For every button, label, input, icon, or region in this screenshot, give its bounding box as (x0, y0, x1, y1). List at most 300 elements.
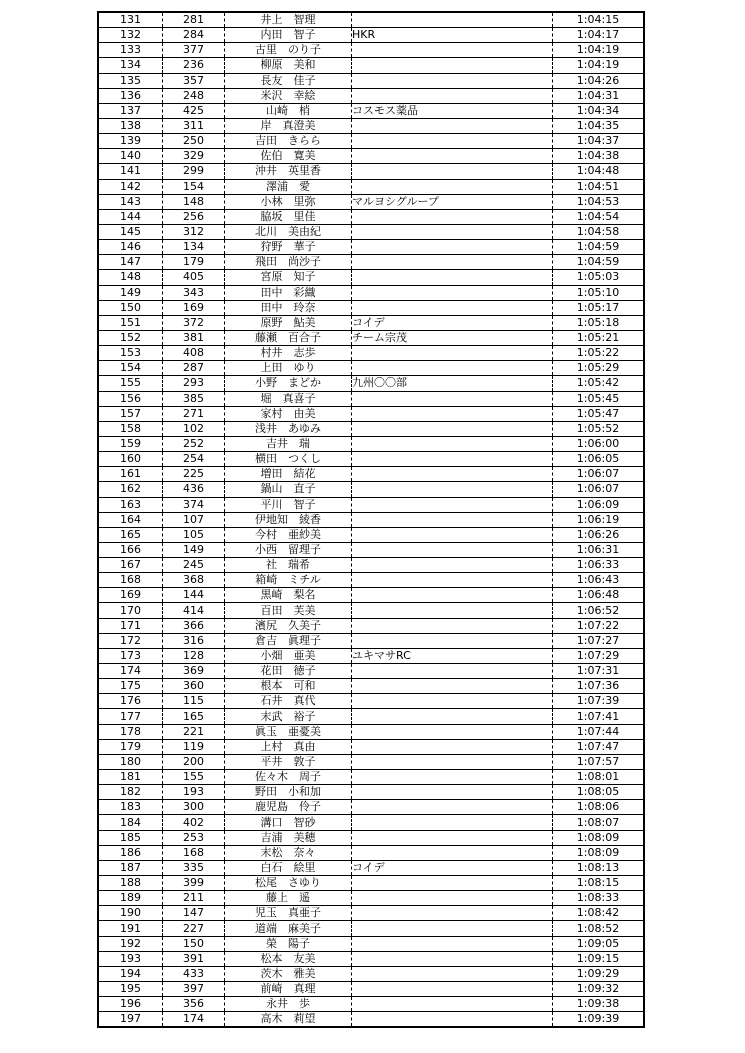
bib-number-cell: 312 (163, 224, 225, 239)
bib-number-cell: 287 (163, 361, 225, 376)
finish-time-cell: 1:08:07 (553, 815, 645, 830)
results-table-body (98, 12, 644, 1027)
team-name-cell (352, 754, 553, 769)
table-row (98, 482, 644, 497)
rank-cell: 196 (98, 997, 163, 1012)
table-row (98, 346, 644, 361)
runner-name-cell: 伊地知 綾香 (225, 512, 352, 527)
bib-number-cell: 227 (163, 921, 225, 936)
runner-name-cell: 児玉 真亜子 (225, 906, 352, 921)
table-row (98, 149, 644, 164)
runner-name-cell: 末武 裕子 (225, 709, 352, 724)
bib-number-cell: 254 (163, 452, 225, 467)
team-name-cell (352, 845, 553, 860)
finish-time-cell: 1:08:33 (553, 891, 645, 906)
bib-number-cell: 245 (163, 558, 225, 573)
table-row (98, 951, 644, 966)
table-row (98, 982, 644, 997)
team-name-cell (352, 88, 553, 103)
runner-name-cell: 白石 絵里 (225, 860, 352, 875)
table-row (98, 906, 644, 921)
runner-name-cell: 道端 麻美子 (225, 921, 352, 936)
bib-number-cell: 128 (163, 648, 225, 663)
bib-number-cell: 107 (163, 512, 225, 527)
finish-time-cell: 1:06:26 (553, 527, 645, 542)
team-name-cell: コイデ (352, 315, 553, 330)
finish-time-cell: 1:08:15 (553, 876, 645, 891)
rank-cell: 186 (98, 845, 163, 860)
rank-cell: 190 (98, 906, 163, 921)
table-row (98, 542, 644, 557)
runner-name-cell: 倉吉 眞理子 (225, 633, 352, 648)
finish-time-cell: 1:09:05 (553, 936, 645, 951)
finish-time-cell: 1:06:05 (553, 452, 645, 467)
finish-time-cell: 1:08:01 (553, 770, 645, 785)
bib-number-cell: 225 (163, 467, 225, 482)
finish-time-cell: 1:09:32 (553, 982, 645, 997)
rank-cell: 152 (98, 330, 163, 345)
team-name-cell (352, 134, 553, 149)
bib-number-cell: 397 (163, 982, 225, 997)
finish-time-cell: 1:09:29 (553, 966, 645, 981)
finish-time-cell: 1:04:54 (553, 209, 645, 224)
table-row (98, 1012, 644, 1028)
team-name-cell (352, 512, 553, 527)
rank-cell: 142 (98, 179, 163, 194)
team-name-cell (352, 346, 553, 361)
team-name-cell (352, 618, 553, 633)
bib-number-cell: 221 (163, 724, 225, 739)
team-name-cell: コイデ (352, 860, 553, 875)
rank-cell: 166 (98, 542, 163, 557)
bib-number-cell: 402 (163, 815, 225, 830)
runner-name-cell: 吉田 きらら (225, 134, 352, 149)
bib-number-cell: 168 (163, 845, 225, 860)
runner-name-cell: 内田 智子 (225, 28, 352, 43)
table-row (98, 452, 644, 467)
team-name-cell (352, 800, 553, 815)
runner-name-cell: 岸 真澄美 (225, 118, 352, 133)
rank-cell: 178 (98, 724, 163, 739)
runner-name-cell: 澤浦 愛 (225, 179, 352, 194)
team-name-cell (352, 815, 553, 830)
table-row (98, 724, 644, 739)
finish-time-cell: 1:06:07 (553, 467, 645, 482)
runner-name-cell: 榮 陽子 (225, 936, 352, 951)
rank-cell: 134 (98, 58, 163, 73)
team-name-cell (352, 921, 553, 936)
finish-time-cell: 1:07:29 (553, 648, 645, 663)
bib-number-cell: 147 (163, 906, 225, 921)
bib-number-cell: 102 (163, 421, 225, 436)
team-name-cell (352, 12, 553, 28)
runner-name-cell: 沖井 英里香 (225, 164, 352, 179)
finish-time-cell: 1:06:48 (553, 588, 645, 603)
rank-cell: 139 (98, 134, 163, 149)
table-row (98, 164, 644, 179)
team-name-cell (352, 633, 553, 648)
finish-time-cell: 1:04:59 (553, 255, 645, 270)
rank-cell: 136 (98, 88, 163, 103)
team-name-cell (352, 73, 553, 88)
team-name-cell (352, 118, 553, 133)
table-row (98, 633, 644, 648)
rank-cell: 137 (98, 103, 163, 118)
table-row (98, 255, 644, 270)
rank-cell: 165 (98, 527, 163, 542)
runner-name-cell: 古里 のり子 (225, 43, 352, 58)
finish-time-cell: 1:04:58 (553, 224, 645, 239)
bib-number-cell: 150 (163, 936, 225, 951)
rank-cell: 170 (98, 603, 163, 618)
finish-time-cell: 1:08:42 (553, 906, 645, 921)
rank-cell: 133 (98, 43, 163, 58)
bib-number-cell: 299 (163, 164, 225, 179)
runner-name-cell: 花田 徳子 (225, 664, 352, 679)
rank-cell: 191 (98, 921, 163, 936)
bib-number-cell: 343 (163, 285, 225, 300)
runner-name-cell: 平川 智子 (225, 497, 352, 512)
team-name-cell (352, 240, 553, 255)
runner-name-cell: 社 瑞希 (225, 558, 352, 573)
table-row (98, 43, 644, 58)
team-name-cell (352, 724, 553, 739)
rank-cell: 150 (98, 300, 163, 315)
team-name-cell (352, 876, 553, 891)
runner-name-cell: 野田 小和加 (225, 785, 352, 800)
table-row (98, 860, 644, 875)
bib-number-cell: 374 (163, 497, 225, 512)
rank-cell: 181 (98, 770, 163, 785)
bib-number-cell: 248 (163, 88, 225, 103)
rank-cell: 164 (98, 512, 163, 527)
finish-time-cell: 1:07:39 (553, 694, 645, 709)
runner-name-cell: 狩野 華子 (225, 240, 352, 255)
finish-time-cell: 1:04:17 (553, 28, 645, 43)
runner-name-cell: 上田 ゆり (225, 361, 352, 376)
finish-time-cell: 1:05:45 (553, 391, 645, 406)
runner-name-cell: 井上 智理 (225, 12, 352, 28)
team-name-cell (352, 542, 553, 557)
runner-name-cell: 浅井 あゆみ (225, 421, 352, 436)
runner-name-cell: 箱崎 ミチル (225, 573, 352, 588)
table-row (98, 421, 644, 436)
table-row (98, 406, 644, 421)
table-row (98, 376, 644, 391)
bib-number-cell: 399 (163, 876, 225, 891)
team-name-cell: HKR (352, 28, 553, 43)
finish-time-cell: 1:06:19 (553, 512, 645, 527)
table-row (98, 573, 644, 588)
team-name-cell (352, 951, 553, 966)
rank-cell: 185 (98, 830, 163, 845)
table-row (98, 134, 644, 149)
team-name-cell (352, 966, 553, 981)
table-row (98, 830, 644, 845)
runner-name-cell: 百田 芙美 (225, 603, 352, 618)
bib-number-cell: 134 (163, 240, 225, 255)
finish-time-cell: 1:08:06 (553, 800, 645, 815)
team-name-cell (352, 709, 553, 724)
runner-name-cell: 家村 由美 (225, 406, 352, 421)
runner-name-cell: 松尾 さゆり (225, 876, 352, 891)
finish-time-cell: 1:09:39 (553, 1012, 645, 1028)
runner-name-cell: 眞玉 亜憂美 (225, 724, 352, 739)
team-name-cell (352, 421, 553, 436)
bib-number-cell: 414 (163, 603, 225, 618)
table-row (98, 921, 644, 936)
runner-name-cell: 石井 真代 (225, 694, 352, 709)
runner-name-cell: 佐伯 寛美 (225, 149, 352, 164)
bib-number-cell: 236 (163, 58, 225, 73)
table-row (98, 300, 644, 315)
team-name-cell (352, 149, 553, 164)
runner-name-cell: 鍋山 直子 (225, 482, 352, 497)
team-name-cell (352, 361, 553, 376)
bib-number-cell: 335 (163, 860, 225, 875)
runner-name-cell: 平井 敦子 (225, 754, 352, 769)
runner-name-cell: 前崎 真理 (225, 982, 352, 997)
team-name-cell (352, 936, 553, 951)
table-row (98, 179, 644, 194)
bib-number-cell: 391 (163, 951, 225, 966)
bib-number-cell: 366 (163, 618, 225, 633)
team-name-cell (352, 891, 553, 906)
team-name-cell (352, 1012, 553, 1028)
rank-cell: 195 (98, 982, 163, 997)
finish-time-cell: 1:07:36 (553, 679, 645, 694)
bib-number-cell: 281 (163, 12, 225, 28)
finish-time-cell: 1:05:22 (553, 346, 645, 361)
rank-cell: 147 (98, 255, 163, 270)
table-row (98, 800, 644, 815)
table-row (98, 330, 644, 345)
team-name-cell (352, 694, 553, 709)
finish-time-cell: 1:05:21 (553, 330, 645, 345)
team-name-cell (352, 603, 553, 618)
bib-number-cell: 252 (163, 436, 225, 451)
table-row (98, 103, 644, 118)
table-row (98, 285, 644, 300)
rank-cell: 167 (98, 558, 163, 573)
runner-name-cell: 堀 真喜子 (225, 391, 352, 406)
finish-time-cell: 1:08:09 (553, 830, 645, 845)
rank-cell: 146 (98, 240, 163, 255)
bib-number-cell: 357 (163, 73, 225, 88)
finish-time-cell: 1:04:51 (553, 179, 645, 194)
finish-time-cell: 1:08:09 (553, 845, 645, 860)
rank-cell: 158 (98, 421, 163, 436)
finish-time-cell: 1:07:31 (553, 664, 645, 679)
team-name-cell (352, 785, 553, 800)
runner-name-cell: 原野 鮎美 (225, 315, 352, 330)
rank-cell: 175 (98, 679, 163, 694)
table-row (98, 739, 644, 754)
table-row (98, 361, 644, 376)
rank-cell: 182 (98, 785, 163, 800)
runner-name-cell: 北川 美由紀 (225, 224, 352, 239)
table-row (98, 664, 644, 679)
table-row (98, 588, 644, 603)
finish-time-cell: 1:06:33 (553, 558, 645, 573)
table-row (98, 467, 644, 482)
runner-name-cell: 米沢 幸絵 (225, 88, 352, 103)
bib-number-cell: 356 (163, 997, 225, 1012)
bib-number-cell: 250 (163, 134, 225, 149)
rank-cell: 187 (98, 860, 163, 875)
table-row (98, 997, 644, 1012)
rank-cell: 192 (98, 936, 163, 951)
runner-name-cell: 山崎 梢 (225, 103, 352, 118)
bib-number-cell: 253 (163, 830, 225, 845)
team-name-cell (352, 164, 553, 179)
bib-number-cell: 165 (163, 709, 225, 724)
runner-name-cell: 田中 玲奈 (225, 300, 352, 315)
finish-time-cell: 1:05:03 (553, 270, 645, 285)
rank-cell: 176 (98, 694, 163, 709)
table-row (98, 876, 644, 891)
finish-time-cell: 1:09:15 (553, 951, 645, 966)
runner-name-cell: 長友 佳子 (225, 73, 352, 88)
bib-number-cell: 256 (163, 209, 225, 224)
rank-cell: 141 (98, 164, 163, 179)
rank-cell: 138 (98, 118, 163, 133)
runner-name-cell: 茨木 雅美 (225, 966, 352, 981)
team-name-cell: コスモス薬品 (352, 103, 553, 118)
table-row (98, 28, 644, 43)
team-name-cell: マルヨシグループ (352, 194, 553, 209)
rank-cell: 171 (98, 618, 163, 633)
bib-number-cell: 425 (163, 103, 225, 118)
bib-number-cell: 377 (163, 43, 225, 58)
runner-name-cell: 藤上 遥 (225, 891, 352, 906)
runner-name-cell: 藤瀬 百合子 (225, 330, 352, 345)
rank-cell: 143 (98, 194, 163, 209)
bib-number-cell: 193 (163, 785, 225, 800)
team-name-cell (352, 285, 553, 300)
rank-cell: 140 (98, 149, 163, 164)
bib-number-cell: 169 (163, 300, 225, 315)
team-name-cell (352, 739, 553, 754)
bib-number-cell: 433 (163, 966, 225, 981)
bib-number-cell: 149 (163, 542, 225, 557)
runner-name-cell: 田中 彩織 (225, 285, 352, 300)
table-row (98, 12, 644, 28)
finish-time-cell: 1:07:22 (553, 618, 645, 633)
table-row (98, 88, 644, 103)
runner-name-cell: 今村 亜紗美 (225, 527, 352, 542)
team-name-cell: チーム宗茂 (352, 330, 553, 345)
finish-time-cell: 1:06:07 (553, 482, 645, 497)
rank-cell: 131 (98, 12, 163, 28)
table-row (98, 694, 644, 709)
runner-name-cell: 溝口 智砂 (225, 815, 352, 830)
runner-name-cell: 小畑 亜美 (225, 648, 352, 663)
table-row (98, 679, 644, 694)
bib-number-cell: 369 (163, 664, 225, 679)
table-row (98, 315, 644, 330)
table-row (98, 603, 644, 618)
table-row (98, 770, 644, 785)
finish-time-cell: 1:04:53 (553, 194, 645, 209)
bib-number-cell: 385 (163, 391, 225, 406)
rank-cell: 161 (98, 467, 163, 482)
table-row (98, 436, 644, 451)
runner-name-cell: 小林 里弥 (225, 194, 352, 209)
rank-cell: 173 (98, 648, 163, 663)
team-name-cell (352, 770, 553, 785)
rank-cell: 157 (98, 406, 163, 421)
finish-time-cell: 1:04:34 (553, 103, 645, 118)
runner-name-cell: 宮原 知子 (225, 270, 352, 285)
finish-time-cell: 1:06:09 (553, 497, 645, 512)
rank-cell: 179 (98, 739, 163, 754)
team-name-cell (352, 482, 553, 497)
runner-name-cell: 濱尻 久美子 (225, 618, 352, 633)
finish-time-cell: 1:05:42 (553, 376, 645, 391)
team-name-cell (352, 830, 553, 845)
rank-cell: 163 (98, 497, 163, 512)
finish-time-cell: 1:05:10 (553, 285, 645, 300)
runner-name-cell: 佐々木 周子 (225, 770, 352, 785)
bib-number-cell: 329 (163, 149, 225, 164)
finish-time-cell: 1:04:19 (553, 43, 645, 58)
rank-cell: 183 (98, 800, 163, 815)
bib-number-cell: 300 (163, 800, 225, 815)
rank-cell: 194 (98, 966, 163, 981)
finish-time-cell: 1:05:29 (553, 361, 645, 376)
runner-name-cell: 小西 留理子 (225, 542, 352, 557)
table-row (98, 240, 644, 255)
bib-number-cell: 154 (163, 179, 225, 194)
finish-time-cell: 1:05:52 (553, 421, 645, 436)
table-row (98, 618, 644, 633)
team-name-cell (352, 300, 553, 315)
table-row (98, 58, 644, 73)
runner-name-cell: 高木 莉望 (225, 1012, 352, 1028)
table-row (98, 845, 644, 860)
finish-time-cell: 1:04:26 (553, 73, 645, 88)
bib-number-cell: 360 (163, 679, 225, 694)
bib-number-cell: 408 (163, 346, 225, 361)
table-row (98, 209, 644, 224)
runner-name-cell: 根本 可和 (225, 679, 352, 694)
team-name-cell (352, 588, 553, 603)
runner-name-cell: 黒崎 梨名 (225, 588, 352, 603)
rank-cell: 162 (98, 482, 163, 497)
finish-time-cell: 1:04:38 (553, 149, 645, 164)
team-name-cell (352, 452, 553, 467)
table-row (98, 224, 644, 239)
bib-number-cell: 144 (163, 588, 225, 603)
finish-time-cell: 1:04:37 (553, 134, 645, 149)
team-name-cell (352, 436, 553, 451)
finish-time-cell: 1:07:27 (553, 633, 645, 648)
bib-number-cell: 174 (163, 1012, 225, 1028)
bib-number-cell: 284 (163, 28, 225, 43)
runner-name-cell: 松本 友美 (225, 951, 352, 966)
rank-cell: 189 (98, 891, 163, 906)
team-name-cell (352, 255, 553, 270)
team-name-cell (352, 391, 553, 406)
runner-name-cell: 鹿児島 伶子 (225, 800, 352, 815)
rank-cell: 144 (98, 209, 163, 224)
runner-name-cell: 吉井 瑞 (225, 436, 352, 451)
runner-name-cell: 永井 歩 (225, 997, 352, 1012)
runner-name-cell: 村井 志歩 (225, 346, 352, 361)
team-name-cell: ユキマサRC (352, 648, 553, 663)
team-name-cell (352, 906, 553, 921)
